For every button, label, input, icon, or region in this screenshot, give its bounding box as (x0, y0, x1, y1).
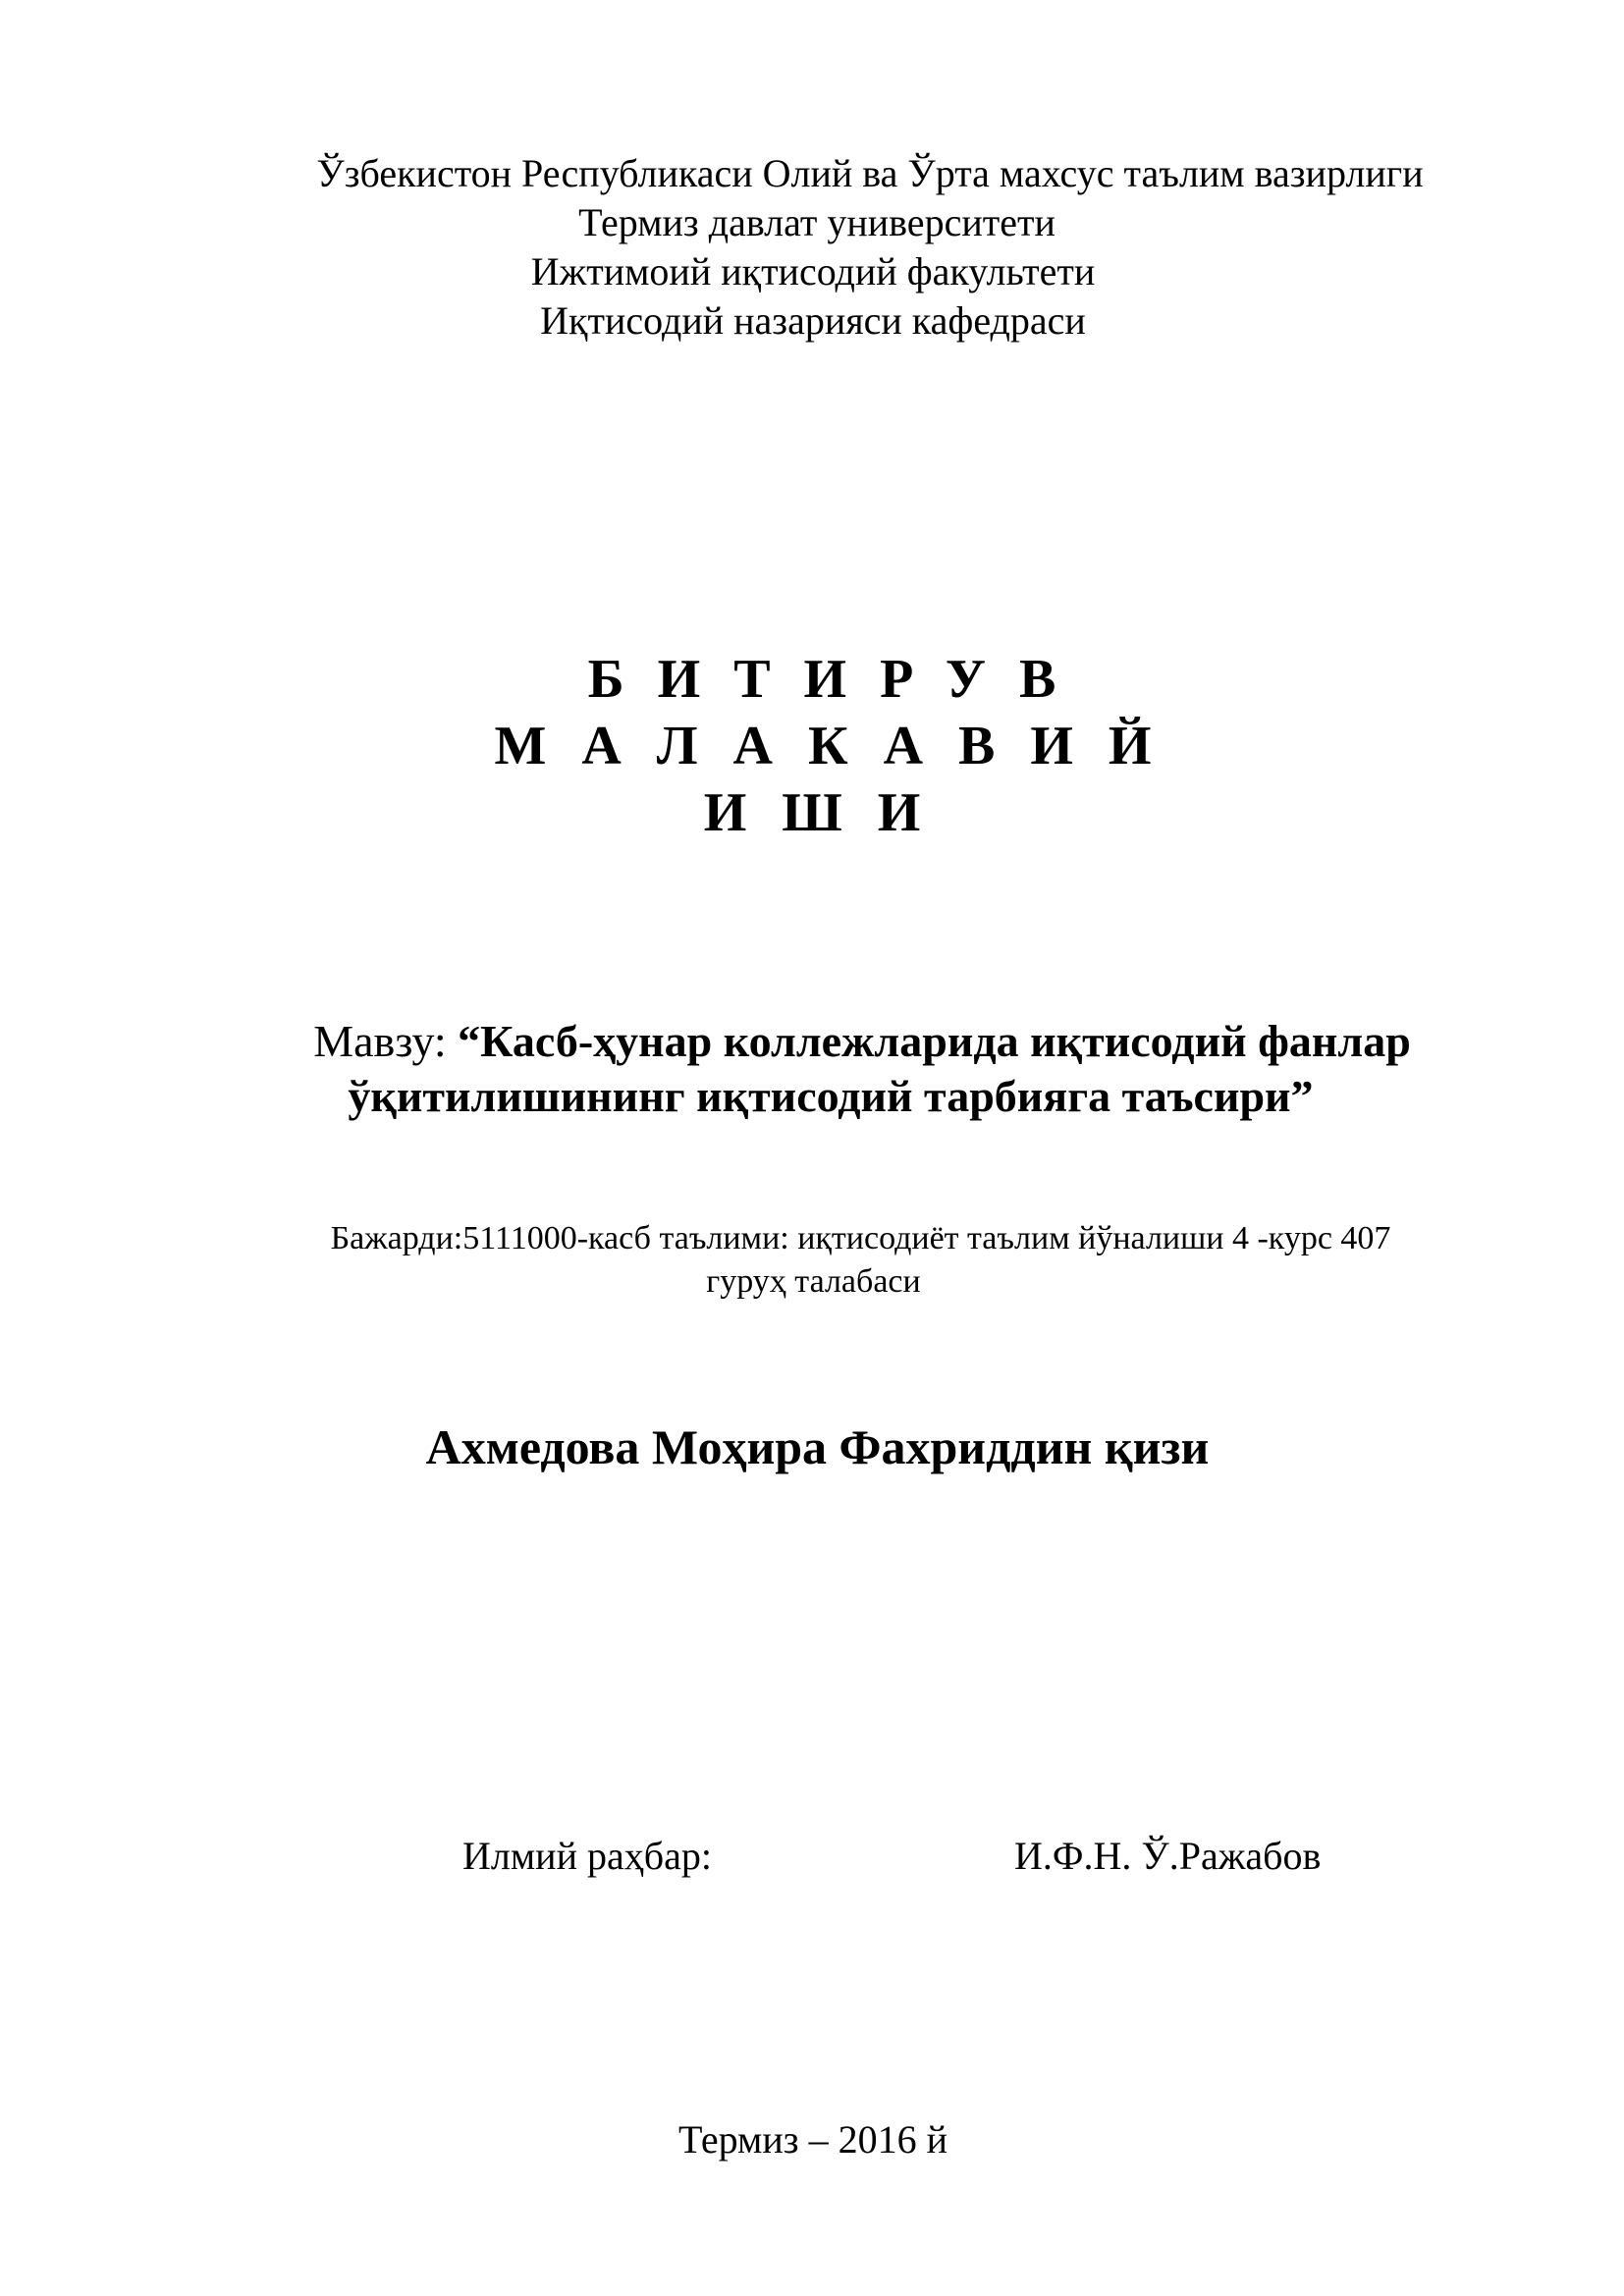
department-line: Иқтисодий назарияси кафедраси (540, 298, 1086, 343)
title-line-2: МАЛАКАВИЙ (494, 716, 1187, 776)
performer-block (0, 1217, 1624, 1304)
student-name: Ахмедова Моҳира Фахриддин қизи (425, 1419, 1210, 1474)
topic-title-part-1: “Касб-ҳунар коллежларида иқтисодий фанлар (458, 1016, 1411, 1066)
title-line-1: БИТИРУВ (587, 649, 1090, 710)
faculty-line: Ижтимоий иқтисодий факультети (530, 249, 1096, 294)
title-line-3: ИШИ (703, 782, 956, 843)
city-year-footer: Термиз – 2016 й (678, 2117, 947, 2162)
performer-line-2: гуруҳ талабаси (706, 1263, 921, 1300)
performer-line-1: Бажарди:5111000-касб таълими: иқтисодиёт таълим йўналиши 4 -курс 407 (330, 1220, 1391, 1256)
topic-block (0, 1014, 1624, 1124)
topic-title-part-2: ўқитилишининг иқтисодий тарбияга таъсири” (348, 1071, 1314, 1121)
university-line: Термиз давлат университети (578, 200, 1056, 244)
document-title (0, 646, 1624, 846)
topic-line-1 (0, 1014, 1624, 1069)
topic-label: Мавзу: (313, 1016, 459, 1066)
ministry-line: Ўзбекистон Республикаси Олий ва Ўрта махсус таълим вазирлиги (316, 151, 1424, 195)
institution-header (0, 149, 1624, 346)
supervisor-name: И.Ф.Н. Ў.Ражабов (1014, 1834, 1322, 1878)
supervisor-label: Илмий раҳбар: (462, 1834, 712, 1878)
